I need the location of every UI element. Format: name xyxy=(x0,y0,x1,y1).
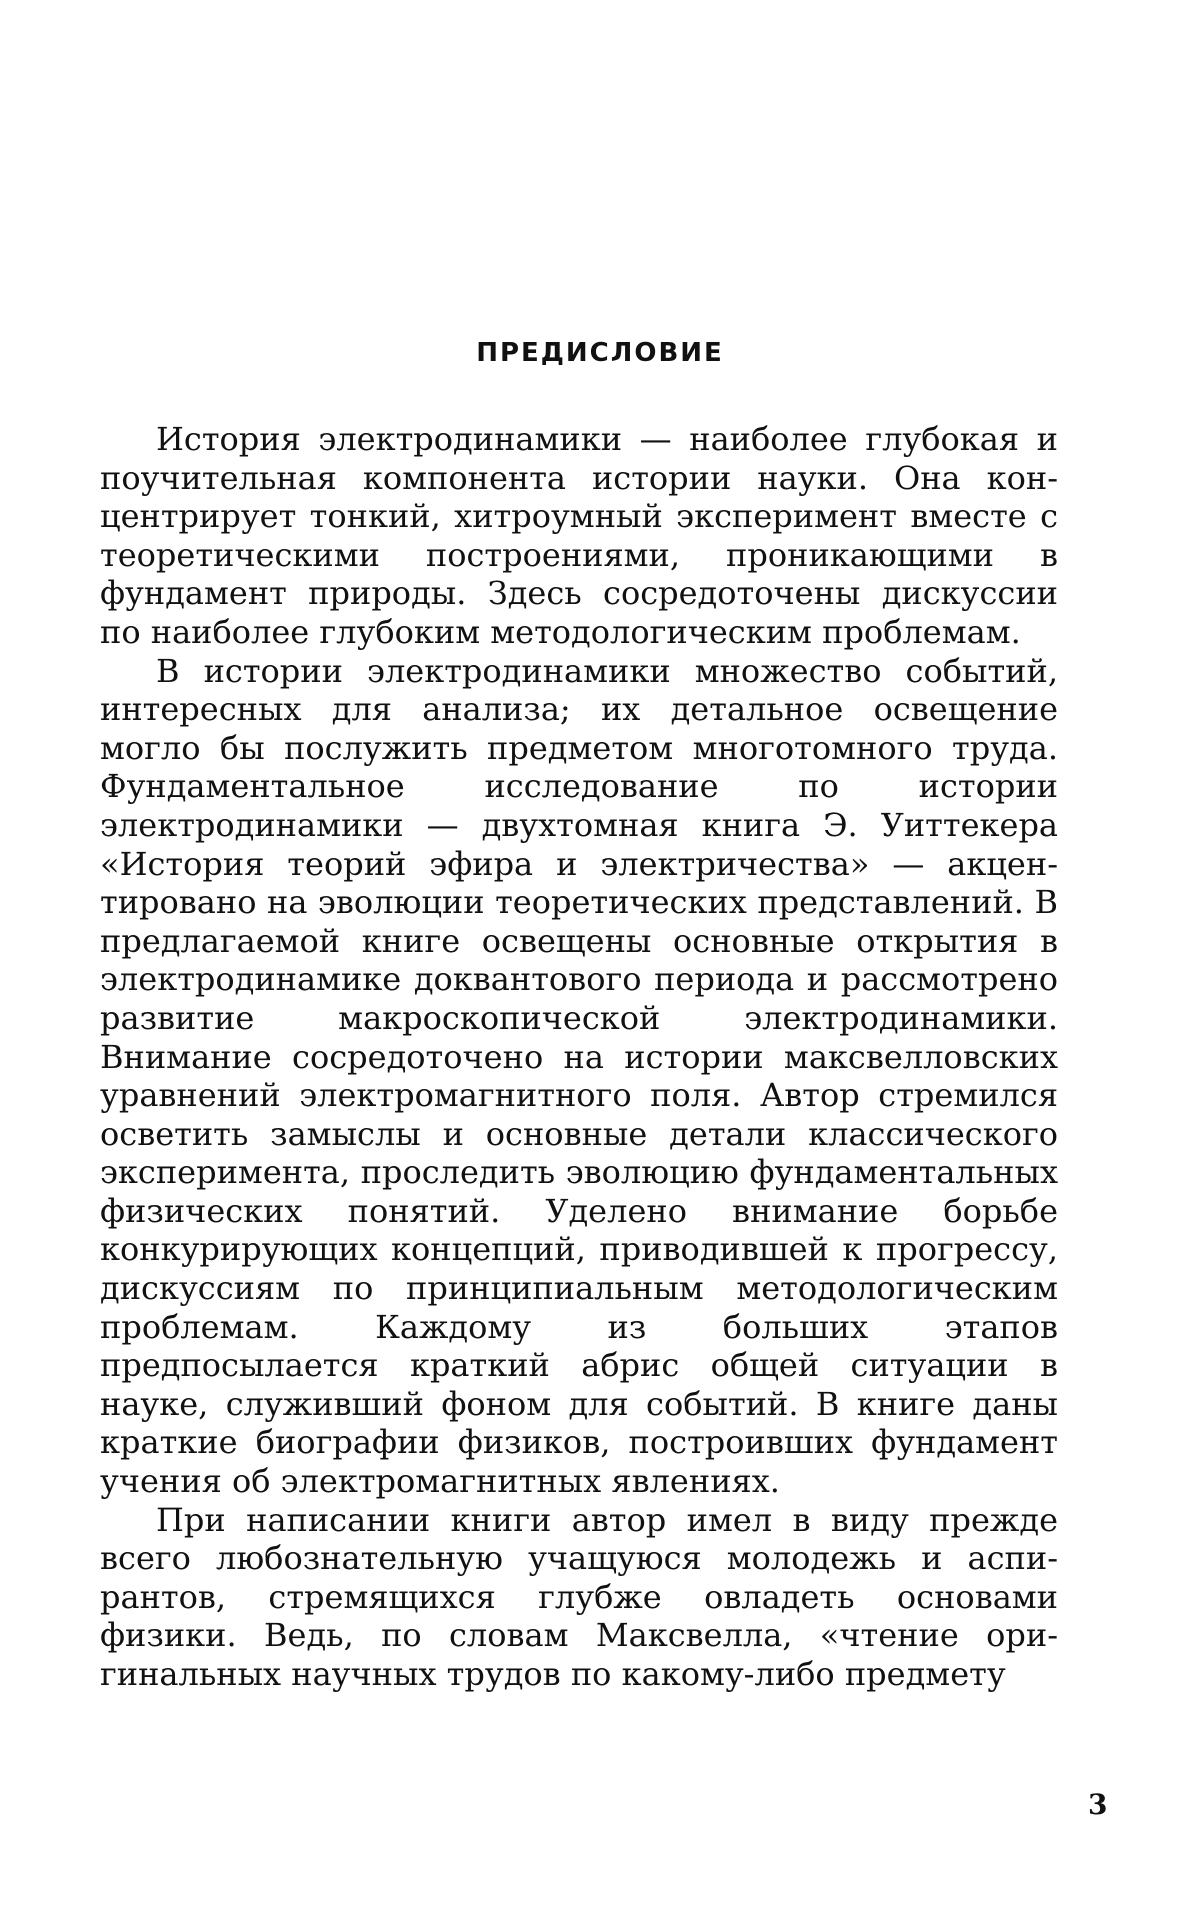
page-title: ПРЕДИСЛОВИЕ xyxy=(476,338,724,368)
paragraph-2: В истории электродинамики множество событий, интересных для анализа; их детальное освещение могло бы послужить предметом многотомного труда. Фундаментальное исследование по истории электродинамики — двухтомная книга Э. Уиттекера «История теорий эфира и электричества» — акцентировано на эволюции теоретических представлений. В предлагаемой книге освещены основные открытия в электродинамике доквантового периода и рассмотрено развитие макроскопической электродинамики. Внимание сосредоточено на истории максвелловских уравнений электромагнитного поля. Автор стремился осветить замыслы и основные детали классического эксперимента, проследить эволюцию фундаментальных физических понятий. Уделено внимание борьбе конкурирующих концепций, приводившей к прогрессу, дискуссиям по принципиальным методологическим проблемам. Каждому из больших этапов предпосылается краткий абрис общей ситуации в науке, служивший фоном для событий. В книге даны краткие биографии физиков, построивших фундамент учения об электромагнитных явлениях. xyxy=(100,651,1058,1501)
page-number: 3 xyxy=(1088,1788,1108,1821)
paragraph-1: История электродинамики — наиболее глубокая и поучительная компонента истории науки. Она концентрирует тонкий, хитроумный эксперимент вместе с теоретическими построениями, проникающими в фундамент природы. Здесь сосредоточены дискуссии по наиболее глубоким методологическим проблемам. xyxy=(100,420,1058,651)
paragraph-3: При написании книги автор имел в виду прежде всего любознательную учащуюся молодежь и аспирантов, стремящихся глубже овладеть основами физики. Ведь, по словам Максвелла, «чтение оригинальных научных трудов по какому-либо предмету xyxy=(100,1500,1058,1693)
body-text xyxy=(100,420,1058,1694)
